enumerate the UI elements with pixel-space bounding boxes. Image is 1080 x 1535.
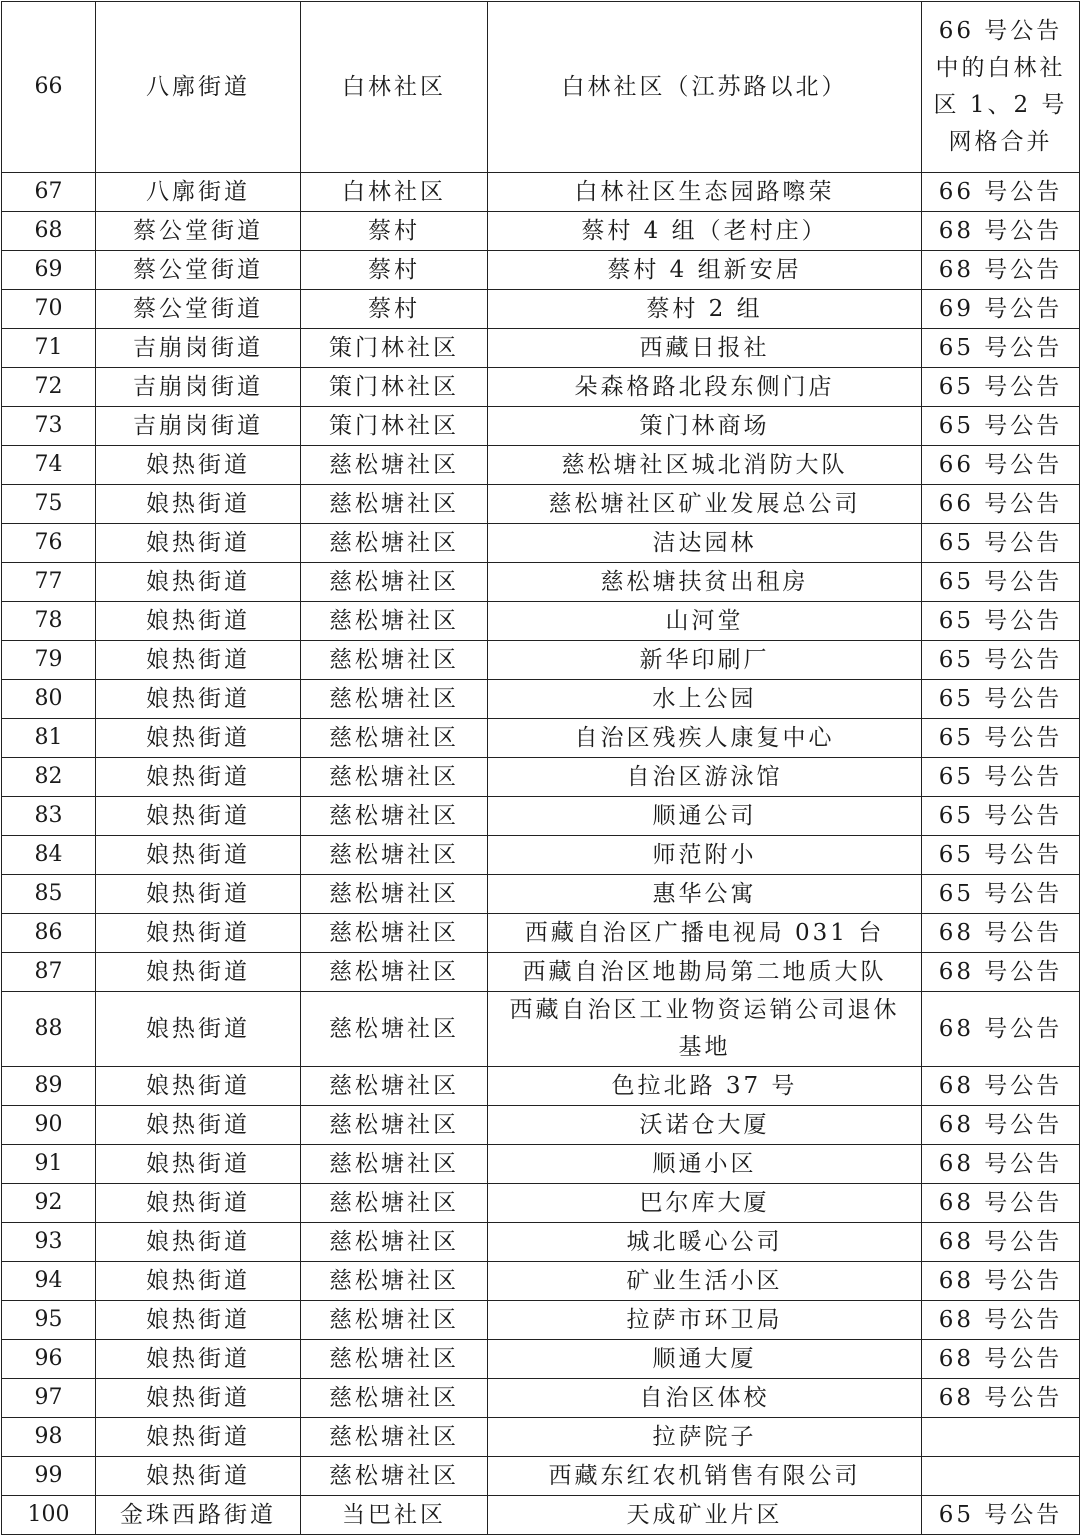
cell-notice: 65 号公告 (922, 680, 1080, 719)
table-row (2, 1457, 1080, 1496)
table-row (2, 1106, 1080, 1145)
cell-street: 娘热街道 (96, 836, 301, 875)
cell-number: 66 (2, 2, 96, 173)
cell-street: 娘热街道 (96, 797, 301, 836)
cell-street: 吉崩岗街道 (96, 368, 301, 407)
cell-street: 娘热街道 (96, 914, 301, 953)
cell-location: 慈松塘社区矿业发展总公司 (488, 485, 922, 524)
cell-community: 慈松塘社区 (301, 641, 488, 680)
cell-community: 慈松塘社区 (301, 914, 488, 953)
cell-number: 91 (2, 1145, 96, 1184)
table-row (2, 602, 1080, 641)
cell-community: 慈松塘社区 (301, 1106, 488, 1145)
table-row (2, 1262, 1080, 1301)
cell-community: 策门林社区 (301, 407, 488, 446)
table-row (2, 1145, 1080, 1184)
cell-street: 娘热街道 (96, 1262, 301, 1301)
cell-street: 八廓街道 (96, 173, 301, 212)
cell-location: 天成矿业片区 (488, 1496, 922, 1535)
table-row (2, 641, 1080, 680)
cell-location: 矿业生活小区 (488, 1262, 922, 1301)
table-row (2, 1301, 1080, 1340)
cell-notice: 68 号公告 (922, 1106, 1080, 1145)
cell-street: 蔡公堂街道 (96, 251, 301, 290)
cell-location: 慈松塘社区城北消防大队 (488, 446, 922, 485)
cell-location: 西藏自治区地勘局第二地质大队 (488, 953, 922, 992)
cell-number: 84 (2, 836, 96, 875)
cell-community: 白林社区 (301, 173, 488, 212)
cell-notice: 68 号公告 (922, 1262, 1080, 1301)
cell-location: 自治区游泳馆 (488, 758, 922, 797)
cell-notice: 65 号公告 (922, 875, 1080, 914)
cell-number: 94 (2, 1262, 96, 1301)
cell-number: 95 (2, 1301, 96, 1340)
cell-community: 慈松塘社区 (301, 563, 488, 602)
cell-location: 慈松塘扶贫出租房 (488, 563, 922, 602)
cell-community: 慈松塘社区 (301, 992, 488, 1067)
cell-street: 娘热街道 (96, 1379, 301, 1418)
cell-street: 娘热街道 (96, 992, 301, 1067)
table-row (2, 368, 1080, 407)
cell-notice: 68 号公告 (922, 1301, 1080, 1340)
cell-number: 81 (2, 719, 96, 758)
cell-number: 78 (2, 602, 96, 641)
cell-notice: 68 号公告 (922, 1223, 1080, 1262)
cell-notice: 65 号公告 (922, 329, 1080, 368)
cell-street: 娘热街道 (96, 524, 301, 563)
cell-number: 83 (2, 797, 96, 836)
cell-notice: 66 号公告中的白林社区 1、2 号网格合并 (922, 2, 1080, 173)
cell-number: 99 (2, 1457, 96, 1496)
cell-community: 慈松塘社区 (301, 797, 488, 836)
cell-community: 慈松塘社区 (301, 1223, 488, 1262)
cell-number: 79 (2, 641, 96, 680)
cell-location: 西藏自治区广播电视局 031 台 (488, 914, 922, 953)
cell-street: 娘热街道 (96, 1418, 301, 1457)
table-row (2, 212, 1080, 251)
table-row (2, 797, 1080, 836)
cell-location: 师范附小 (488, 836, 922, 875)
cell-street: 娘热街道 (96, 758, 301, 797)
cell-notice: 65 号公告 (922, 719, 1080, 758)
cell-community: 慈松塘社区 (301, 1262, 488, 1301)
cell-number: 67 (2, 173, 96, 212)
table-row (2, 1223, 1080, 1262)
cell-street: 八廓街道 (96, 2, 301, 173)
cell-street: 娘热街道 (96, 875, 301, 914)
cell-notice: 68 号公告 (922, 212, 1080, 251)
cell-number: 76 (2, 524, 96, 563)
cell-community: 慈松塘社区 (301, 1145, 488, 1184)
cell-community: 慈松塘社区 (301, 758, 488, 797)
cell-number: 87 (2, 953, 96, 992)
table-row (2, 251, 1080, 290)
table-row (2, 290, 1080, 329)
table-row (2, 875, 1080, 914)
table-row (2, 1418, 1080, 1457)
table-row (2, 680, 1080, 719)
cell-location: 朵森格路北段东侧门店 (488, 368, 922, 407)
cell-community: 蔡村 (301, 251, 488, 290)
cell-street: 娘热街道 (96, 719, 301, 758)
cell-street: 娘热街道 (96, 641, 301, 680)
table-row (2, 758, 1080, 797)
cell-notice: 65 号公告 (922, 758, 1080, 797)
cell-location: 色拉北路 37 号 (488, 1067, 922, 1106)
table-row (2, 329, 1080, 368)
cell-notice (922, 1457, 1080, 1496)
table-row (2, 2, 1080, 173)
cell-street: 娘热街道 (96, 1106, 301, 1145)
cell-community: 慈松塘社区 (301, 719, 488, 758)
table-row (2, 524, 1080, 563)
cell-number: 98 (2, 1418, 96, 1457)
cell-notice: 66 号公告 (922, 485, 1080, 524)
cell-community: 蔡村 (301, 212, 488, 251)
cell-notice: 68 号公告 (922, 1067, 1080, 1106)
table-row (2, 1184, 1080, 1223)
table-row (2, 485, 1080, 524)
cell-community: 慈松塘社区 (301, 680, 488, 719)
cell-number: 77 (2, 563, 96, 602)
cell-community: 慈松塘社区 (301, 1067, 488, 1106)
cell-notice: 65 号公告 (922, 797, 1080, 836)
cell-community: 慈松塘社区 (301, 446, 488, 485)
cell-location: 巴尔库大厦 (488, 1184, 922, 1223)
cell-location: 顺通公司 (488, 797, 922, 836)
cell-street: 娘热街道 (96, 563, 301, 602)
cell-location: 水上公园 (488, 680, 922, 719)
cell-community: 慈松塘社区 (301, 1340, 488, 1379)
cell-number: 88 (2, 992, 96, 1067)
table-row (2, 563, 1080, 602)
cell-location: 拉萨市环卫局 (488, 1301, 922, 1340)
cell-location: 洁达园林 (488, 524, 922, 563)
cell-notice: 68 号公告 (922, 1184, 1080, 1223)
cell-notice: 65 号公告 (922, 368, 1080, 407)
cell-notice: 68 号公告 (922, 1145, 1080, 1184)
cell-community: 慈松塘社区 (301, 1379, 488, 1418)
cell-notice: 68 号公告 (922, 953, 1080, 992)
cell-location: 自治区体校 (488, 1379, 922, 1418)
cell-community: 慈松塘社区 (301, 1184, 488, 1223)
cell-community: 慈松塘社区 (301, 524, 488, 563)
cell-number: 86 (2, 914, 96, 953)
cell-number: 96 (2, 1340, 96, 1379)
table-body (2, 2, 1080, 1535)
cell-location: 顺通大厦 (488, 1340, 922, 1379)
cell-street: 娘热街道 (96, 953, 301, 992)
cell-location: 白林社区（江苏路以北） (488, 2, 922, 173)
cell-number: 90 (2, 1106, 96, 1145)
cell-location: 蔡村 4 组（老村庄） (488, 212, 922, 251)
cell-notice: 66 号公告 (922, 446, 1080, 485)
cell-location: 自治区残疾人康复中心 (488, 719, 922, 758)
cell-notice: 68 号公告 (922, 1340, 1080, 1379)
cell-location: 蔡村 2 组 (488, 290, 922, 329)
cell-location: 山河堂 (488, 602, 922, 641)
cell-notice: 68 号公告 (922, 1379, 1080, 1418)
cell-street: 蔡公堂街道 (96, 212, 301, 251)
cell-community: 慈松塘社区 (301, 1457, 488, 1496)
cell-location: 顺通小区 (488, 1145, 922, 1184)
cell-notice: 69 号公告 (922, 290, 1080, 329)
cell-location: 西藏日报社 (488, 329, 922, 368)
cell-location: 拉萨院子 (488, 1418, 922, 1457)
cell-number: 89 (2, 1067, 96, 1106)
area-table (1, 1, 1080, 1535)
cell-location: 西藏自治区工业物资运销公司退休基地 (488, 992, 922, 1067)
table-row (2, 1379, 1080, 1418)
cell-number: 93 (2, 1223, 96, 1262)
cell-street: 娘热街道 (96, 1457, 301, 1496)
cell-community: 慈松塘社区 (301, 875, 488, 914)
cell-street: 吉崩岗街道 (96, 407, 301, 446)
cell-number: 70 (2, 290, 96, 329)
cell-location: 西藏东红农机销售有限公司 (488, 1457, 922, 1496)
cell-street: 金珠西路街道 (96, 1496, 301, 1535)
cell-street: 娘热街道 (96, 602, 301, 641)
cell-location: 城北暖心公司 (488, 1223, 922, 1262)
cell-number: 100 (2, 1496, 96, 1535)
cell-community: 当巴社区 (301, 1496, 488, 1535)
cell-street: 蔡公堂街道 (96, 290, 301, 329)
cell-notice: 65 号公告 (922, 836, 1080, 875)
table-row (2, 914, 1080, 953)
cell-community: 慈松塘社区 (301, 1301, 488, 1340)
cell-notice: 65 号公告 (922, 1496, 1080, 1535)
cell-street: 娘热街道 (96, 1301, 301, 1340)
cell-location: 白林社区生态园路嚓荣 (488, 173, 922, 212)
cell-community: 慈松塘社区 (301, 953, 488, 992)
table-row (2, 1067, 1080, 1106)
cell-number: 97 (2, 1379, 96, 1418)
cell-community: 蔡村 (301, 290, 488, 329)
cell-street: 娘热街道 (96, 1223, 301, 1262)
cell-number: 69 (2, 251, 96, 290)
cell-notice: 66 号公告 (922, 173, 1080, 212)
cell-notice (922, 1418, 1080, 1457)
cell-number: 68 (2, 212, 96, 251)
cell-street: 娘热街道 (96, 446, 301, 485)
cell-street: 吉崩岗街道 (96, 329, 301, 368)
cell-number: 82 (2, 758, 96, 797)
cell-notice: 65 号公告 (922, 563, 1080, 602)
cell-notice: 68 号公告 (922, 992, 1080, 1067)
table-row (2, 1496, 1080, 1535)
cell-number: 80 (2, 680, 96, 719)
cell-notice: 65 号公告 (922, 602, 1080, 641)
cell-number: 71 (2, 329, 96, 368)
cell-community: 慈松塘社区 (301, 602, 488, 641)
cell-notice: 65 号公告 (922, 641, 1080, 680)
cell-notice: 65 号公告 (922, 524, 1080, 563)
cell-street: 娘热街道 (96, 1340, 301, 1379)
cell-community: 白林社区 (301, 2, 488, 173)
table-row (2, 407, 1080, 446)
cell-number: 72 (2, 368, 96, 407)
cell-number: 75 (2, 485, 96, 524)
cell-number: 74 (2, 446, 96, 485)
cell-street: 娘热街道 (96, 1184, 301, 1223)
cell-street: 娘热街道 (96, 680, 301, 719)
cell-number: 85 (2, 875, 96, 914)
cell-community: 慈松塘社区 (301, 836, 488, 875)
cell-number: 92 (2, 1184, 96, 1223)
cell-street: 娘热街道 (96, 485, 301, 524)
cell-number: 73 (2, 407, 96, 446)
table-row (2, 173, 1080, 212)
cell-street: 娘热街道 (96, 1067, 301, 1106)
table-row (2, 836, 1080, 875)
cell-notice: 65 号公告 (922, 407, 1080, 446)
cell-community: 慈松塘社区 (301, 485, 488, 524)
cell-location: 沃诺仓大厦 (488, 1106, 922, 1145)
cell-community: 慈松塘社区 (301, 1418, 488, 1457)
cell-location: 策门林商场 (488, 407, 922, 446)
cell-community: 策门林社区 (301, 329, 488, 368)
cell-location: 蔡村 4 组新安居 (488, 251, 922, 290)
table-row (2, 1340, 1080, 1379)
cell-street: 娘热街道 (96, 1145, 301, 1184)
table-row (2, 953, 1080, 992)
table-row (2, 992, 1080, 1067)
cell-location: 惠华公寓 (488, 875, 922, 914)
table-row (2, 719, 1080, 758)
cell-notice: 68 号公告 (922, 914, 1080, 953)
cell-location: 新华印刷厂 (488, 641, 922, 680)
cell-notice: 68 号公告 (922, 251, 1080, 290)
table-row (2, 446, 1080, 485)
cell-community: 策门林社区 (301, 368, 488, 407)
